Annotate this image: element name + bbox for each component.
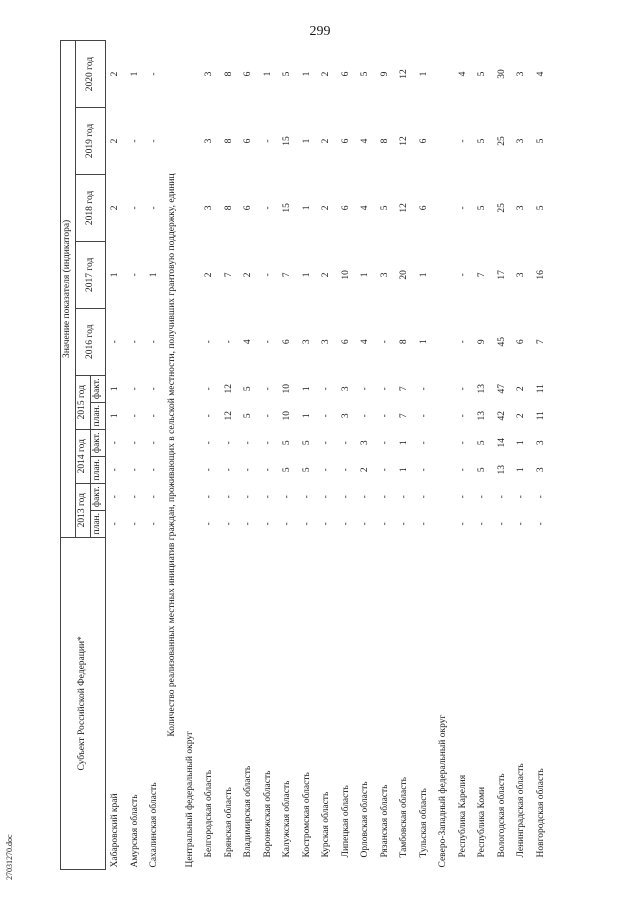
row-subject-name: Калужская область	[282, 780, 292, 858]
row-value-cell: -	[149, 139, 159, 143]
row-value-cell: -	[457, 273, 468, 277]
row-value-cell: -	[516, 495, 526, 499]
row-value-cell: -	[477, 495, 487, 499]
row-value-cell: 3	[516, 138, 526, 144]
table-row	[126, 41, 146, 870]
header-subject: Субъект Российской Федерации*	[61, 537, 106, 869]
row-value-cell: -	[399, 495, 409, 499]
row-value-cell: 47	[496, 383, 507, 394]
row-value-cell: -	[379, 495, 390, 499]
row-value-cell: 10	[282, 410, 292, 421]
row-value-cell: 5	[535, 138, 546, 144]
row-value-cell: 7	[223, 272, 234, 278]
table-row	[317, 41, 337, 870]
row-subject-name: Вологодская область	[496, 773, 507, 858]
row-value-cell: -	[262, 273, 273, 277]
row-value-cell: -	[204, 414, 214, 418]
table-row	[454, 41, 474, 870]
row-value-cell: 3	[535, 440, 546, 446]
row-value-cell: 3	[204, 205, 214, 211]
row-value-cell: 6	[243, 71, 253, 77]
row-value-cell: 1	[360, 272, 370, 278]
row-value-cell: -	[418, 522, 429, 526]
row-value-cell: 12	[223, 410, 234, 421]
row-value-cell: 7	[477, 272, 487, 278]
row-value-cell: 1	[516, 467, 526, 473]
row-value-cell: 6	[340, 339, 351, 345]
row-subject-name: Ленинградская область	[516, 763, 526, 858]
row-value-cell: -	[340, 468, 351, 472]
row-value-cell: 20	[399, 270, 409, 280]
row-value-cell: -	[457, 206, 468, 210]
row-value-cell: 2	[110, 138, 120, 144]
row-value-cell: 13	[477, 383, 487, 394]
row-value-cell: 5	[477, 138, 487, 144]
row-value-cell: -	[204, 522, 214, 526]
row-value-cell: -	[110, 495, 120, 499]
document-code: 27031270.doc	[5, 834, 14, 880]
row-subject-name: Орловская область	[360, 781, 370, 858]
table-row	[106, 41, 126, 870]
page-number: 299	[309, 24, 331, 39]
row-value-cell: 3	[301, 339, 312, 345]
row-value-cell: -	[149, 387, 159, 391]
row-value-cell: 10	[340, 270, 351, 280]
row-value-cell: -	[149, 495, 159, 499]
row-value-cell: 5	[243, 386, 253, 392]
row-value-cell: 3	[516, 205, 526, 211]
row-value-cell: -	[282, 522, 292, 526]
row-value-cell: -	[262, 340, 273, 344]
row-value-cell: -	[204, 468, 214, 472]
row-subject-name: Владимирская область	[243, 765, 253, 858]
row-value-cell: 7	[535, 339, 546, 345]
table-row	[356, 41, 376, 870]
row-value-cell: 6	[340, 205, 351, 211]
row-value-cell: -	[418, 468, 429, 472]
row-value-cell: 6	[243, 205, 253, 211]
row-value-cell: 6	[243, 138, 253, 144]
table-row	[493, 41, 513, 870]
row-value-cell: 42	[496, 410, 507, 421]
row-value-cell: -	[129, 468, 140, 472]
row-subject-name: Воронежская область	[262, 770, 273, 858]
header-year-2013: 2013 год	[76, 483, 91, 537]
row-value-cell: -	[321, 522, 331, 526]
row-value-cell: -	[360, 414, 370, 418]
header-fact: факт.	[91, 483, 106, 510]
row-value-cell: -	[129, 414, 140, 418]
table-row	[532, 41, 552, 870]
row-value-cell: 1	[129, 71, 140, 77]
row-value-cell: -	[535, 522, 546, 526]
row-value-cell: -	[301, 522, 312, 526]
table-row	[395, 41, 415, 870]
row-value-cell: 1	[262, 71, 273, 77]
row-value-cell: 2	[516, 386, 526, 392]
row-subject-name: Республика Карелия	[457, 774, 468, 858]
row-value-cell: 2	[321, 71, 331, 77]
row-value-cell: 4	[360, 205, 370, 211]
row-value-cell: -	[321, 414, 331, 418]
row-value-cell: 5	[379, 205, 390, 211]
row-value-cell: 2	[110, 205, 120, 211]
row-value-cell: 17	[496, 270, 507, 280]
row-value-cell: -	[129, 340, 140, 344]
row-value-cell: -	[110, 441, 120, 445]
header-year-2018: 2018 год	[76, 174, 106, 241]
row-value-cell: -	[262, 387, 273, 391]
table-row	[239, 41, 259, 870]
row-value-cell: 6	[418, 138, 429, 144]
table-row	[259, 41, 279, 870]
row-subject-name: Хабаровский край	[110, 793, 120, 868]
row-value-cell: 1	[149, 272, 159, 278]
row-value-cell: -	[340, 495, 351, 499]
district-name: Северо-Западный федеральный округ	[438, 714, 448, 868]
row-value-cell: -	[149, 522, 159, 526]
row-value-cell: -	[223, 495, 234, 499]
row-value-cell: 6	[340, 71, 351, 77]
row-subject-name: Липецкая область	[340, 785, 351, 858]
row-value-cell: -	[360, 387, 370, 391]
row-value-cell: -	[321, 468, 331, 472]
row-value-cell: 3	[516, 71, 526, 77]
row-value-cell: -	[496, 495, 507, 499]
row-value-cell: -	[418, 414, 429, 418]
row-subject-name: Белгородская область	[204, 769, 214, 858]
row-value-cell: 3	[204, 138, 214, 144]
row-value-cell: -	[340, 522, 351, 526]
row-value-cell: -	[379, 522, 390, 526]
row-value-cell: 1	[418, 272, 429, 278]
row-value-cell: 3	[379, 272, 390, 278]
row-value-cell: 12	[399, 69, 409, 79]
row-value-cell: -	[477, 522, 487, 526]
row-value-cell: 5	[282, 467, 292, 473]
row-value-cell: -	[379, 414, 390, 418]
row-value-cell: 11	[535, 384, 546, 394]
table-row	[298, 41, 318, 870]
row-value-cell: -	[301, 495, 312, 499]
row-value-cell: -	[129, 441, 140, 445]
row-value-cell: -	[457, 414, 468, 418]
row-value-cell: 3	[360, 440, 370, 446]
row-value-cell: 2	[321, 272, 331, 278]
row-value-cell: -	[204, 441, 214, 445]
row-value-cell: -	[110, 340, 120, 344]
row-value-cell: -	[243, 441, 253, 445]
table-row	[200, 41, 220, 870]
row-value-cell: 6	[516, 339, 526, 345]
row-value-cell: 8	[399, 339, 409, 345]
row-value-cell: -	[340, 441, 351, 445]
row-subject-name: Курская область	[321, 791, 331, 858]
row-value-cell: -	[457, 340, 468, 344]
row-value-cell: 25	[496, 203, 507, 213]
row-value-cell: -	[262, 139, 273, 143]
row-value-cell: 14	[496, 437, 507, 448]
header-year-2017: 2017 год	[76, 241, 106, 308]
row-value-cell: -	[223, 441, 234, 445]
row-value-cell: 11	[535, 411, 546, 421]
row-value-cell: 4	[535, 71, 546, 77]
row-value-cell: 5	[301, 467, 312, 473]
row-value-cell: 1	[399, 467, 409, 473]
row-value-cell: 6	[340, 138, 351, 144]
row-value-cell: -	[149, 441, 159, 445]
row-value-cell: -	[223, 340, 234, 344]
row-subject-name: Рязанская область	[379, 784, 390, 858]
row-value-cell: -	[262, 206, 273, 210]
table-row	[376, 41, 396, 870]
row-value-cell: 1	[110, 272, 120, 278]
row-value-cell: 25	[496, 136, 507, 146]
row-value-cell: -	[110, 522, 120, 526]
row-value-cell: -	[204, 387, 214, 391]
table-row	[220, 41, 240, 870]
row-value-cell: -	[399, 522, 409, 526]
row-value-cell: 13	[496, 464, 507, 475]
header-year-2015: 2015 год	[76, 375, 91, 429]
header-year-2014: 2014 год	[76, 429, 91, 483]
row-value-cell: 4	[360, 138, 370, 144]
row-value-cell: 5	[477, 440, 487, 446]
row-value-cell: 9	[379, 71, 390, 77]
row-value-cell: 3	[340, 413, 351, 419]
row-value-cell: 3	[516, 272, 526, 278]
table-row	[512, 41, 532, 870]
row-value-cell: -	[321, 495, 331, 499]
table-body	[106, 41, 552, 870]
row-value-cell: -	[262, 468, 273, 472]
row-value-cell: 8	[223, 71, 234, 77]
row-value-cell: -	[360, 522, 370, 526]
row-value-cell: 1	[110, 413, 120, 419]
row-value-cell: 1	[301, 413, 312, 419]
row-value-cell: -	[457, 522, 468, 526]
row-value-cell: -	[379, 340, 390, 344]
row-value-cell: 3	[321, 339, 331, 345]
row-value-cell: -	[243, 522, 253, 526]
row-value-cell: 1	[301, 272, 312, 278]
row-value-cell: 1	[301, 138, 312, 144]
row-value-cell: 5	[301, 440, 312, 446]
row-value-cell: -	[535, 495, 546, 499]
row-value-cell: 2	[204, 272, 214, 278]
header-year-2020: 2020 год	[76, 41, 106, 108]
row-value-cell: 5	[477, 71, 487, 77]
row-value-cell: -	[204, 340, 214, 344]
row-value-cell: 4	[360, 339, 370, 345]
table-row	[337, 41, 357, 870]
row-value-cell: 8	[223, 205, 234, 211]
row-value-cell: -	[457, 468, 468, 472]
district-row	[181, 41, 201, 870]
row-value-cell: -	[379, 387, 390, 391]
row-value-cell: -	[379, 468, 390, 472]
header-year-2016: 2016 год	[76, 308, 106, 375]
row-value-cell: 1	[516, 440, 526, 446]
table-row	[145, 41, 165, 870]
row-value-cell: -	[282, 495, 292, 499]
row-value-cell: -	[379, 441, 390, 445]
row-value-cell: -	[262, 414, 273, 418]
row-value-cell: -	[262, 441, 273, 445]
row-value-cell: -	[457, 495, 468, 499]
header-plan: план.	[91, 510, 106, 537]
row-subject-name: Амурская область	[129, 794, 140, 868]
row-value-cell: 5	[477, 467, 487, 473]
row-value-cell: -	[129, 206, 140, 210]
header-fact: факт.	[91, 429, 106, 456]
header-year-2019: 2019 год	[76, 108, 106, 175]
row-value-cell: -	[496, 522, 507, 526]
row-value-cell: 7	[399, 413, 409, 419]
row-value-cell: -	[516, 522, 526, 526]
row-value-cell: -	[360, 495, 370, 499]
row-value-cell: 6	[418, 205, 429, 211]
row-subject-name: Тамбовская область	[399, 777, 409, 858]
row-value-cell: -	[262, 495, 273, 499]
section-title-row	[165, 41, 181, 870]
row-value-cell: 3	[340, 386, 351, 392]
row-value-cell: -	[110, 468, 120, 472]
row-value-cell: -	[418, 495, 429, 499]
row-value-cell: 30	[496, 69, 507, 79]
row-value-cell: -	[149, 72, 159, 76]
header-indicator: Значение показателя (индикатора)	[61, 41, 76, 538]
row-value-cell: -	[204, 495, 214, 499]
row-value-cell: -	[149, 468, 159, 472]
row-value-cell: -	[129, 495, 140, 499]
row-subject-name: Новгородская область	[535, 768, 546, 858]
row-value-cell: 4	[243, 339, 253, 345]
row-subject-name: Брянская область	[223, 787, 234, 858]
row-value-cell: -	[321, 387, 331, 391]
row-value-cell: -	[243, 468, 253, 472]
row-value-cell: 12	[399, 136, 409, 146]
row-value-cell: -	[457, 139, 468, 143]
row-value-cell: 1	[301, 205, 312, 211]
table-row	[278, 41, 298, 870]
row-value-cell: -	[149, 206, 159, 210]
row-value-cell: 1	[110, 386, 120, 392]
row-value-cell: 12	[223, 383, 234, 394]
row-value-cell: -	[129, 387, 140, 391]
row-subject-name: Тульская область	[418, 788, 429, 858]
row-value-cell: 2	[243, 272, 253, 278]
row-value-cell: 2	[516, 413, 526, 419]
row-value-cell: 3	[204, 71, 214, 77]
row-value-cell: 1	[418, 71, 429, 77]
table-row	[473, 41, 493, 870]
row-value-cell: -	[223, 522, 234, 526]
row-subject-name: Республика Коми	[477, 786, 487, 858]
district-name: Центральный федеральный округ	[184, 731, 195, 868]
row-value-cell: 2	[321, 138, 331, 144]
row-value-cell: 1	[399, 440, 409, 446]
row-value-cell: -	[243, 495, 253, 499]
section-title: Количество реализованных местных инициатив граждан, проживающих в сельской местности, получивших грантовую поддержку, единиц	[166, 173, 177, 737]
rotated-table-container	[60, 40, 625, 870]
row-value-cell: 6	[282, 339, 292, 345]
row-value-cell: 13	[477, 410, 487, 421]
row-value-cell: 12	[399, 203, 409, 213]
header-plan: план.	[91, 402, 106, 429]
row-value-cell: -	[262, 522, 273, 526]
row-value-cell: 5	[282, 440, 292, 446]
row-value-cell: 5	[360, 71, 370, 77]
row-value-cell: -	[149, 340, 159, 344]
row-value-cell: 2	[360, 467, 370, 473]
row-value-cell: 15	[282, 203, 292, 213]
table-header	[61, 41, 106, 870]
row-value-cell: -	[129, 139, 140, 143]
row-value-cell: 5	[477, 205, 487, 211]
row-value-cell: 8	[379, 138, 390, 144]
row-value-cell: 10	[282, 383, 292, 394]
row-value-cell: 5	[282, 71, 292, 77]
header-plan: план.	[91, 456, 106, 483]
district-row	[434, 41, 454, 870]
row-value-cell: 8	[223, 138, 234, 144]
row-value-cell: 7	[399, 386, 409, 392]
row-value-cell: -	[129, 273, 140, 277]
row-value-cell: 45	[496, 337, 507, 347]
row-value-cell: -	[457, 387, 468, 391]
row-value-cell: 1	[418, 339, 429, 345]
row-value-cell: -	[149, 414, 159, 418]
row-value-cell: 3	[535, 467, 546, 473]
row-value-cell: 15	[282, 136, 292, 146]
row-subject-name: Костромская область	[301, 772, 312, 858]
header-fact: факт.	[91, 375, 106, 402]
table-row	[415, 41, 435, 870]
row-value-cell: 5	[243, 413, 253, 419]
row-value-cell: 2	[321, 205, 331, 211]
row-value-cell: -	[418, 441, 429, 445]
row-value-cell: 7	[282, 272, 292, 278]
row-value-cell: 1	[301, 386, 312, 392]
row-value-cell: 2	[110, 71, 120, 77]
row-value-cell: -	[129, 522, 140, 526]
row-value-cell: -	[457, 441, 468, 445]
row-value-cell: -	[418, 387, 429, 391]
row-value-cell: 1	[301, 71, 312, 77]
row-value-cell: -	[321, 441, 331, 445]
row-value-cell: 16	[535, 270, 546, 280]
row-value-cell: 4	[457, 71, 468, 77]
row-value-cell: -	[223, 468, 234, 472]
row-value-cell: 5	[535, 205, 546, 211]
row-value-cell: 9	[477, 339, 487, 345]
indicator-table	[60, 40, 551, 870]
row-subject-name: Сахалинская область	[149, 782, 159, 868]
